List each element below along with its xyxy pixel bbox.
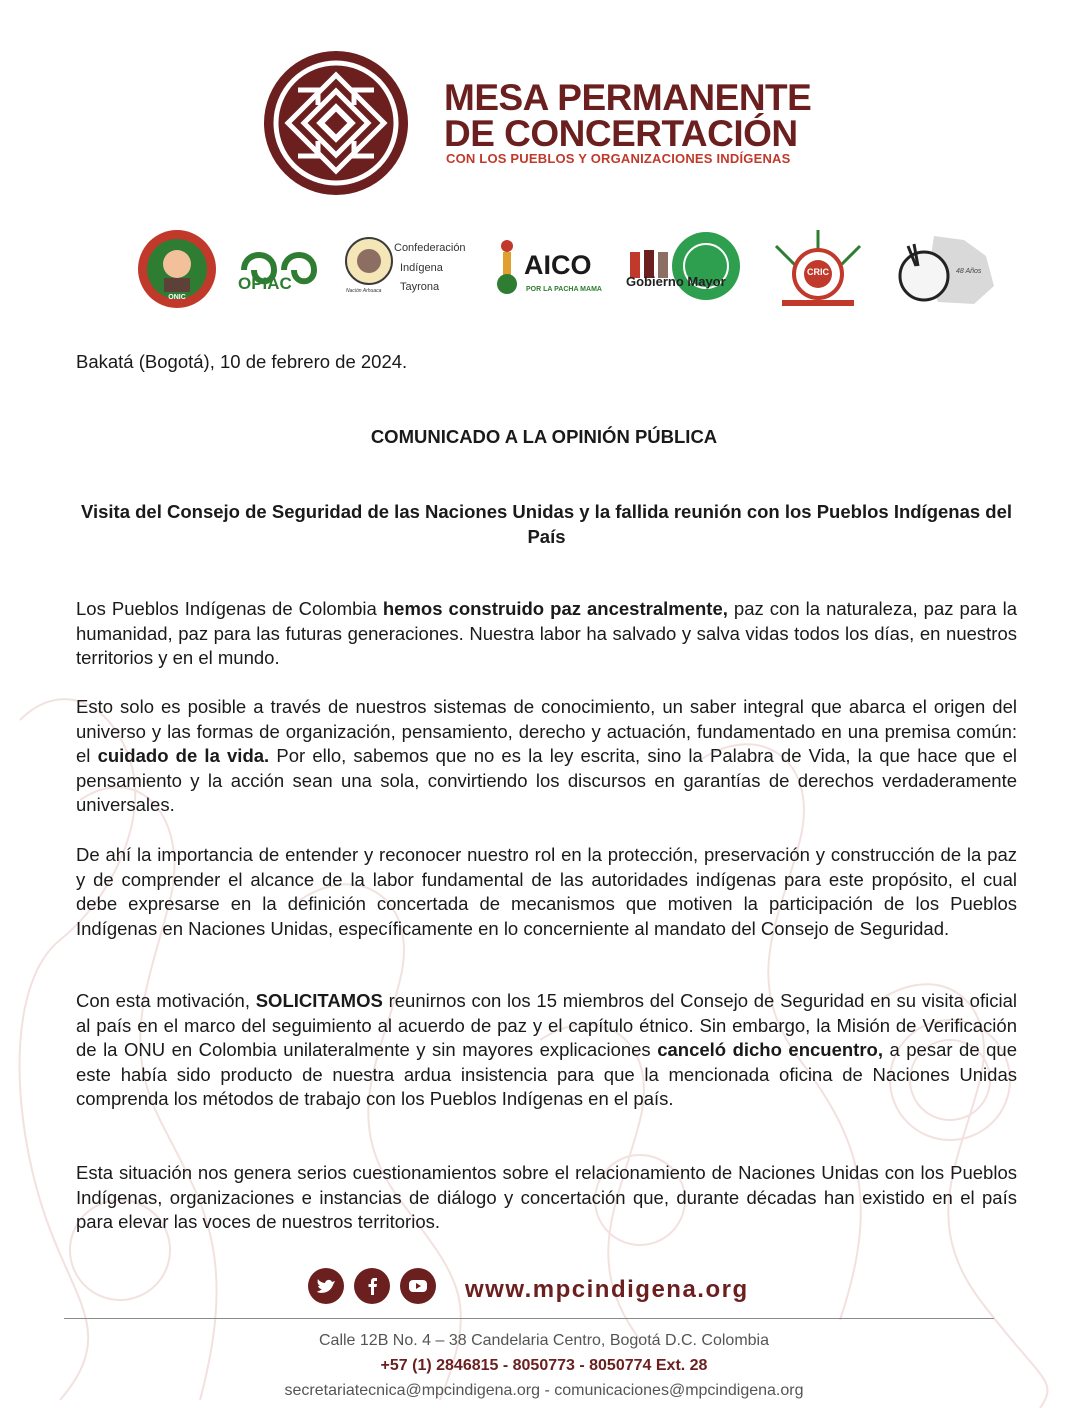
cric-label: CRIC xyxy=(807,267,829,277)
twitter-icon[interactable] xyxy=(308,1268,344,1304)
paragraph-1 xyxy=(76,597,1017,671)
onic-logo xyxy=(136,222,218,312)
footer-divider xyxy=(64,1318,994,1319)
p1-text-a: Los Pueblos Indígenas de Colombia xyxy=(76,598,383,619)
mpc-logo-icon xyxy=(258,50,414,196)
p2-emphasis: cuidado de la vida. xyxy=(97,745,270,766)
aico-label: AICO xyxy=(524,250,592,280)
paragraph-2 xyxy=(76,695,1017,818)
paragraph-4 xyxy=(76,989,1017,1112)
partner-logos-row xyxy=(130,222,1000,312)
opiac-logo xyxy=(230,222,326,312)
facebook-icon[interactable] xyxy=(354,1268,390,1304)
cit-line-2: Indígena xyxy=(400,262,443,274)
cit-logo xyxy=(344,222,474,312)
document-subtitle: Visita del Consejo de Seguridad de las Naciones Unidas y la fallida reunión con los Pueblos Indígenas del País xyxy=(80,501,1013,547)
date-line: Bakatá (Bogotá), 10 de febrero de 2024. xyxy=(76,351,408,372)
footer-phone: +57 (1) 2846815 - 8050773 - 8050774 Ext. 28 xyxy=(380,1357,708,1374)
p4-emphasis-1: SOLICITAMOS xyxy=(255,990,383,1011)
cit-line-3: Tayrona xyxy=(400,281,440,293)
cit-caption: Nación Arhuaca xyxy=(346,288,382,294)
cit-line-1: Confederación xyxy=(394,242,466,254)
org-title-line-1: MESA PERMANENTE xyxy=(444,77,812,118)
aico-caption: POR LA PACHA MAMA xyxy=(526,286,602,293)
gobierno-mayor-label: Gobierno Mayor xyxy=(626,274,726,289)
gobierno-mayor-logo xyxy=(626,222,746,312)
footer-address: Calle 12B No. 4 – 38 Candelaria Centro, Bogotá D.C. Colombia xyxy=(318,1332,770,1349)
org-subtitle: CON LOS PUEBLOS Y ORGANIZACIONES INDÍGENAS xyxy=(446,151,791,166)
p1-emphasis: hemos construido paz ancestralmente, xyxy=(382,598,728,619)
youtube-icon[interactable] xyxy=(400,1268,436,1304)
p2-text-a: Esto solo es posible a través de nuestros sistemas de conocimiento, un saber integral que abarca el origen del universo y las formas de organización, pensamiento, derecho y actuación, fundamentado en una premisa común: el xyxy=(76,696,1017,766)
aico-logo xyxy=(492,222,606,312)
p4-text-c: reunirnos con los 15 miembros del Consejo de Seguridad en su visita oficial al país en el marco del seguimiento al acuerdo de paz y el capítulo étnico. Sin embargo, la Misión de Verificación de la ONU en Colombia unilateralmente y sin mayores explicaciones xyxy=(76,990,1017,1060)
footer-emails[interactable]: secretariatecnica@mpcindigena.org - comunicaciones@mpcindigena.org xyxy=(284,1382,804,1399)
document-title: COMUNICADO A LA OPINIÓN PÚBLICA xyxy=(370,426,718,447)
letterhead xyxy=(0,0,1088,210)
airo-caption: 48 Años xyxy=(956,268,982,275)
airo-logo xyxy=(894,222,1000,312)
p2-text-c: Por ello, sabemos que no es la ley escrita, sino la Palabra de Vida, la que hace que el pensamiento y la acción sean una sola, convirtiendo los discursos en garantías de derechos verdaderamente universales. xyxy=(76,745,1017,815)
opiac-label: OPIAC xyxy=(238,274,292,293)
cric-logo xyxy=(766,222,870,312)
p1-text-c: paz con la naturaleza, paz para la humanidad, paz para las futuras generaciones. Nuestra labor ha salvado y salva vidas todos los días, en nuestros territorios y en el mundo. xyxy=(76,598,1017,668)
onic-label: ONIC xyxy=(168,294,186,301)
p4-text-e: a pesar de que este había sido producto de nuestra ardua insistencia para que la mencionada oficina de Naciones Unidas comprenda los métodos de trabajo con los Pueblos Indígenas en el país. xyxy=(76,1039,1017,1109)
paragraph-3: De ahí la importancia de entender y reconocer nuestro rol en la protección, preservación y construcción de la paz y de comprender el alcance de la labor fundamental de las autoridades indígenas para este propósito, el cual debe expresarse en la definición concertada de mecanismos que motiven la participación de los Pueblos Indígenas en Naciones Unidas, específicamente en lo concerniente al mandato del Consejo de Seguridad. xyxy=(76,844,1017,939)
org-title-line-2: DE CONCERTACIÓN xyxy=(444,113,798,154)
p4-emphasis-2: canceló dicho encuentro, xyxy=(657,1039,883,1060)
paragraph-5: Esta situación nos genera serios cuestionamientos sobre el relacionamiento de Naciones Unidas con los Pueblos Indígenas, organizaciones e instancias de diálogo y concertación que, durante décadas han existido en el país para elevar las voces de nuestros territorios. xyxy=(76,1162,1017,1232)
website-link[interactable]: www.mpcindigena.org xyxy=(465,1276,749,1303)
p4-text-a: Con esta motivación, xyxy=(76,990,256,1011)
